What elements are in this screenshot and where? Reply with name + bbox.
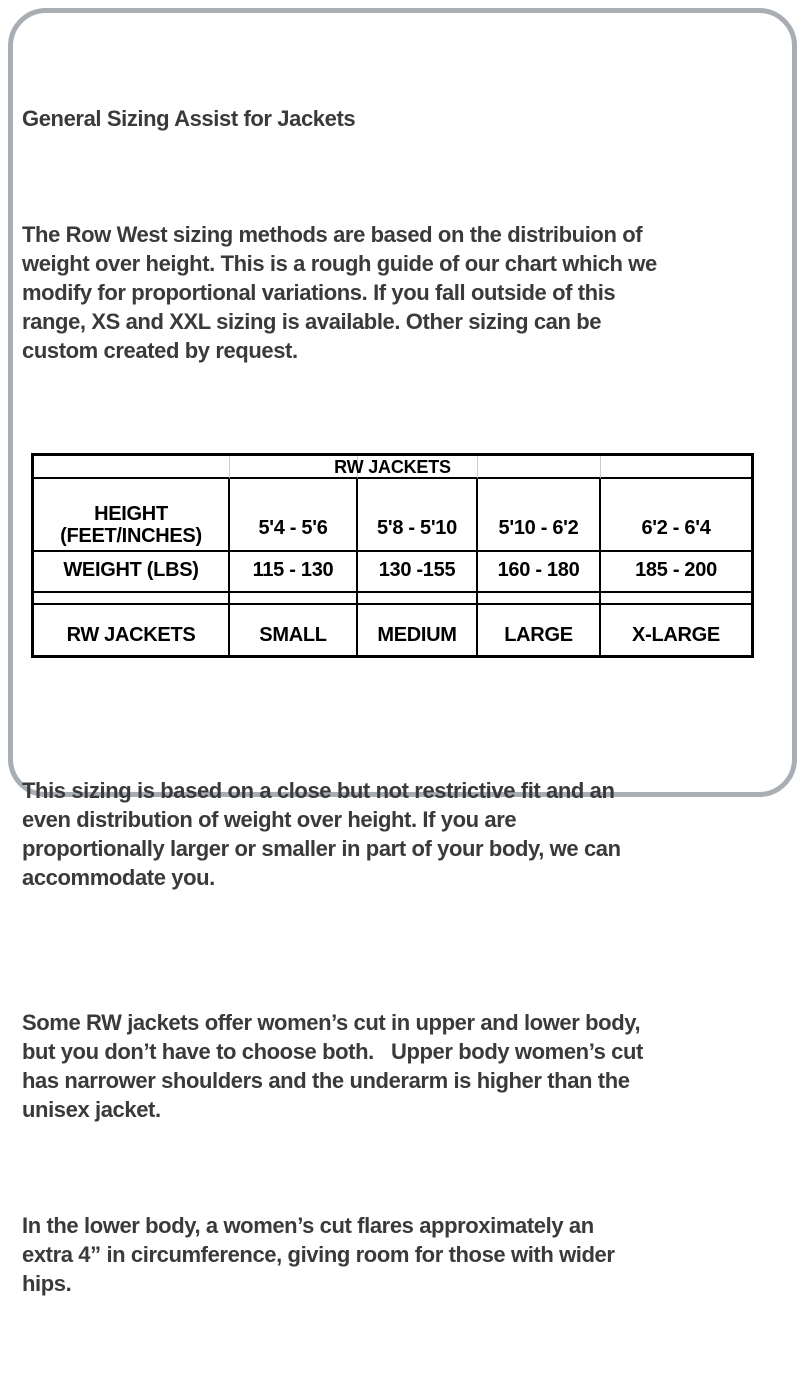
size-value-cell: LARGE: [478, 605, 601, 655]
spacer-cell: [478, 593, 601, 605]
document-title: General Sizing Assist for Jackets: [22, 106, 356, 131]
intro-paragraph: The Row West sizing methods are based on the distribuion of weight over height. This is a rough guide of our chart which we modify for proportional variations. If you fall outside of this range, XS and XXL sizing is available. Other sizing can be custom created by request.: [22, 222, 657, 363]
size-value-cell: SMALL: [230, 605, 358, 655]
spacer-cell: [601, 593, 751, 605]
weight-value-cell: 160 - 180: [478, 552, 601, 593]
spacer-cell: [358, 593, 478, 605]
weight-value-cell: 130 -155: [358, 552, 478, 593]
height-value-cell: 5'10 - 6'2: [478, 479, 601, 552]
header-spacer-cell: [230, 456, 358, 479]
height-value-cell: 5'4 - 5'6: [230, 479, 358, 552]
sizing-table: [31, 453, 754, 658]
spacer-cell: [230, 593, 358, 605]
weight-value-cell: 115 - 130: [230, 552, 358, 593]
height-value-cell: 6'2 - 6'4: [601, 479, 751, 552]
size-value-cell: MEDIUM: [358, 605, 478, 655]
header-spacer-cell: [34, 456, 230, 479]
size-value-cell: X-LARGE: [632, 624, 720, 646]
height-label-cell: HEIGHT (FEET/INCHES): [34, 479, 230, 552]
header-spacer-cell: [601, 456, 751, 479]
table-title: RW JACKETS: [334, 457, 451, 477]
height-value-cell: 5'8 - 5'10: [358, 479, 478, 552]
womens-cut-paragraph: Some RW jackets offer women’s cut in upper and lower body, but you don’t have to choose both. Upper body women’s cut has narrower shoulders and the underarm is higher than the unisex jacket.: [22, 1010, 643, 1122]
fit-paragraph: This sizing is based on a close but not restrictive fit and an even distribution of weight over height. If you are proportionally larger or smaller in part of your body, we can accommodate you.: [22, 778, 621, 890]
document-content: [22, 17, 754, 1385]
lower-body-paragraph: In the lower body, a women’s cut flares approximately an extra 4” in circumference, giving room for those with wider hips.: [22, 1213, 615, 1296]
weight-value-cell: 185 - 200: [601, 552, 751, 593]
spacer-cell: [34, 593, 230, 605]
weight-label-cell: WEIGHT (LBS): [34, 552, 230, 593]
header-spacer-cell: [358, 456, 478, 479]
size-label-cell: RW JACKETS: [34, 605, 230, 655]
header-spacer-cell: [478, 456, 601, 479]
